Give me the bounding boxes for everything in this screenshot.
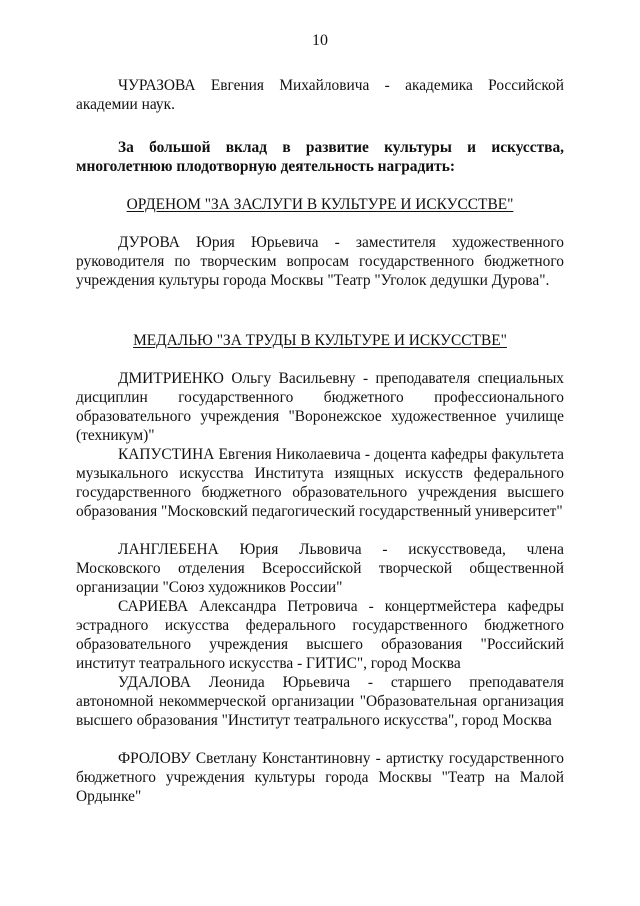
medal-recipient: САРИЕВА Александра Петровича - концертмейстера кафедры эстрадного искусства федерального государственного бюджетного образовательного учреждения высшего образования "Российский институт театрального искусства - ГИТИС", город Москва xyxy=(76,598,564,672)
medal-recipient: ДМИТРИЕНКО Ольгу Васильевну - преподавателя специальных дисциплин государственного бюджетного профессионального образовательного учреждения "Воронежское художественное училище (техникум)" xyxy=(76,370,564,444)
medal-recipient: КАПУСТИНА Евгения Николаевича - доцента кафедры факультета музыкального искусства Института изящных искусств федерального государственного бюджетного образовательного учреждения высшего образования "Московский педагогический государственный университет" xyxy=(76,446,564,520)
order-recipient: ДУРОВА Юрия Юрьевича - заместителя художественного руководителя по творческим вопросам государственного бюджетного учреждения культуры города Москвы "Театр "Уголок дедушки Дурова". xyxy=(76,234,564,289)
page-number: 10 xyxy=(312,32,328,49)
intro-paragraph: ЧУРАЗОВА Евгения Михайловича - академика Российской академии наук. xyxy=(76,77,564,113)
medal-heading-text: МЕДАЛЬЮ "ЗА ТРУДЫ В КУЛЬТУРЕ И ИСКУССТВЕ" xyxy=(133,332,507,349)
medal-recipient: ФРОЛОВУ Светлану Константиновну - артистку государственного бюджетного учреждения культуры города Москвы "Театр на Малой Ордынке" xyxy=(76,750,564,805)
medal-recipient: УДАЛОВА Леонида Юрьевича - старшего преподавателя автономной некоммерческой организации "Образовательная организация высшего образования "Институт театрального искусства", город Москва xyxy=(76,674,564,729)
order-heading xyxy=(76,196,564,214)
decree-paragraph: За большой вклад в развитие культуры и искусства, многолетнюю плодотворную деятельность наградить: xyxy=(76,139,564,175)
document-page xyxy=(76,0,564,906)
medal-recipient: ЛАНГЛЕБЕНА Юрия Львовича - искусствоведа, члена Московского отделения Всероссийской творческой общественной организации "Союз художников России" xyxy=(76,541,564,596)
medal-heading xyxy=(76,332,564,350)
order-heading-text: ОРДЕНОМ "ЗА ЗАСЛУГИ В КУЛЬТУРЕ И ИСКУССТВЕ" xyxy=(126,196,514,213)
